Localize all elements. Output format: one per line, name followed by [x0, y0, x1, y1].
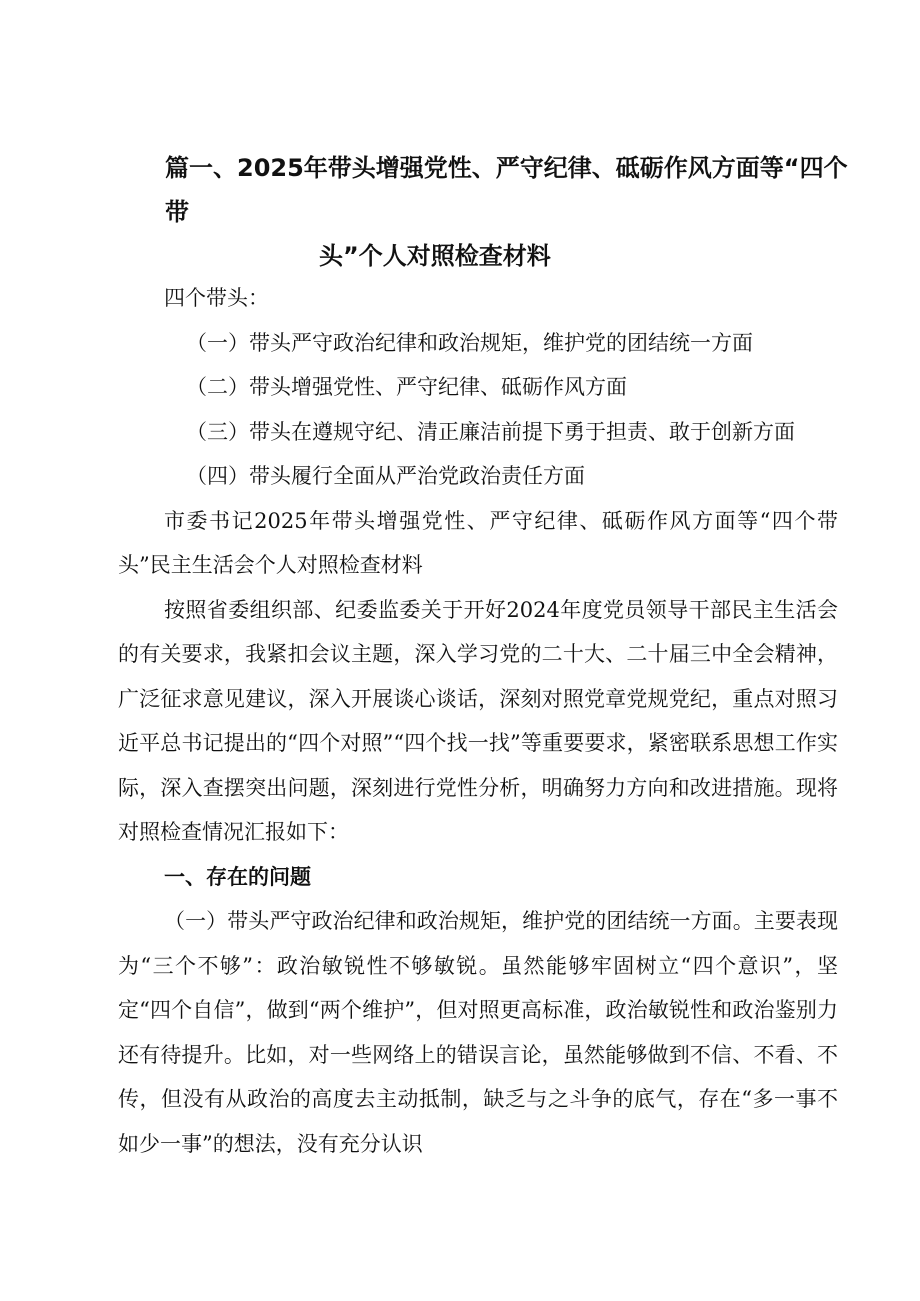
list-item: （二）带头增强党性、严守纪律、砥砺作风方面 — [186, 375, 627, 399]
title-line-1: 篇一、2025年带头增强党性、严守纪律、砥砺作风方面等“四个带 — [165, 154, 848, 226]
list-item: （一）带头严守政治纪律和政治规矩，维护党的团结统一方面 — [186, 330, 753, 355]
document-title — [165, 146, 855, 278]
list-item: （四）带头履行全面从严治党政治责任方面 — [186, 464, 585, 488]
document-body — [118, 276, 838, 1166]
body-paragraph: （一）带头严守政治纪律和政治规矩，维护党的团结统一方面。主要表现为“三个不够”：政治敏锐性不够敏锐。虽然能够牢固树立“四个意识”，坚定“四个自信”，做到“两个维护”，但对照更高标准，政治敏锐性和政治鉴别力还有待提升。比如，对一些网络上的错误言论，虽然能够做到不信、不看、不传，但没有从政治的高度去主动抵制，缺乏与之斗争的底气，存在“多一事不如少一事”的想法，没有充分认识 — [118, 909, 838, 1156]
title-line-2: 头”个人对照检查材料 — [319, 242, 551, 270]
list-item: （三）带头在遵规守纪、清正廉洁前提下勇于担责、敢于创新方面 — [186, 419, 795, 444]
section-heading: 一、存在的问题 — [164, 864, 311, 889]
intro-label: 四个带头： — [164, 286, 269, 310]
intro-paragraph: 按照省委组织部、纪委监委关于开好2024年度党员领导干部民主生活会的有关要求，我紧扣会议主题，深入学习党的二十大、二十届三中全会精神，广泛征求意见建议，深入开展谈心谈话，深刻对照党章党规党纪，重点对照习近平总书记提出的“四个对照”“四个找一找”等重要要求，紧密联系思想工作实际，深入查摆突出问题，深刻进行党性分析，明确努力方向和改进措施。现将对照检查情况汇报如下： — [118, 597, 838, 844]
subtitle-paragraph: 市委书记2025年带头增强党性、严守纪律、砥砺作风方面等“四个带头”民主生活会个人对照检查材料 — [118, 508, 838, 577]
